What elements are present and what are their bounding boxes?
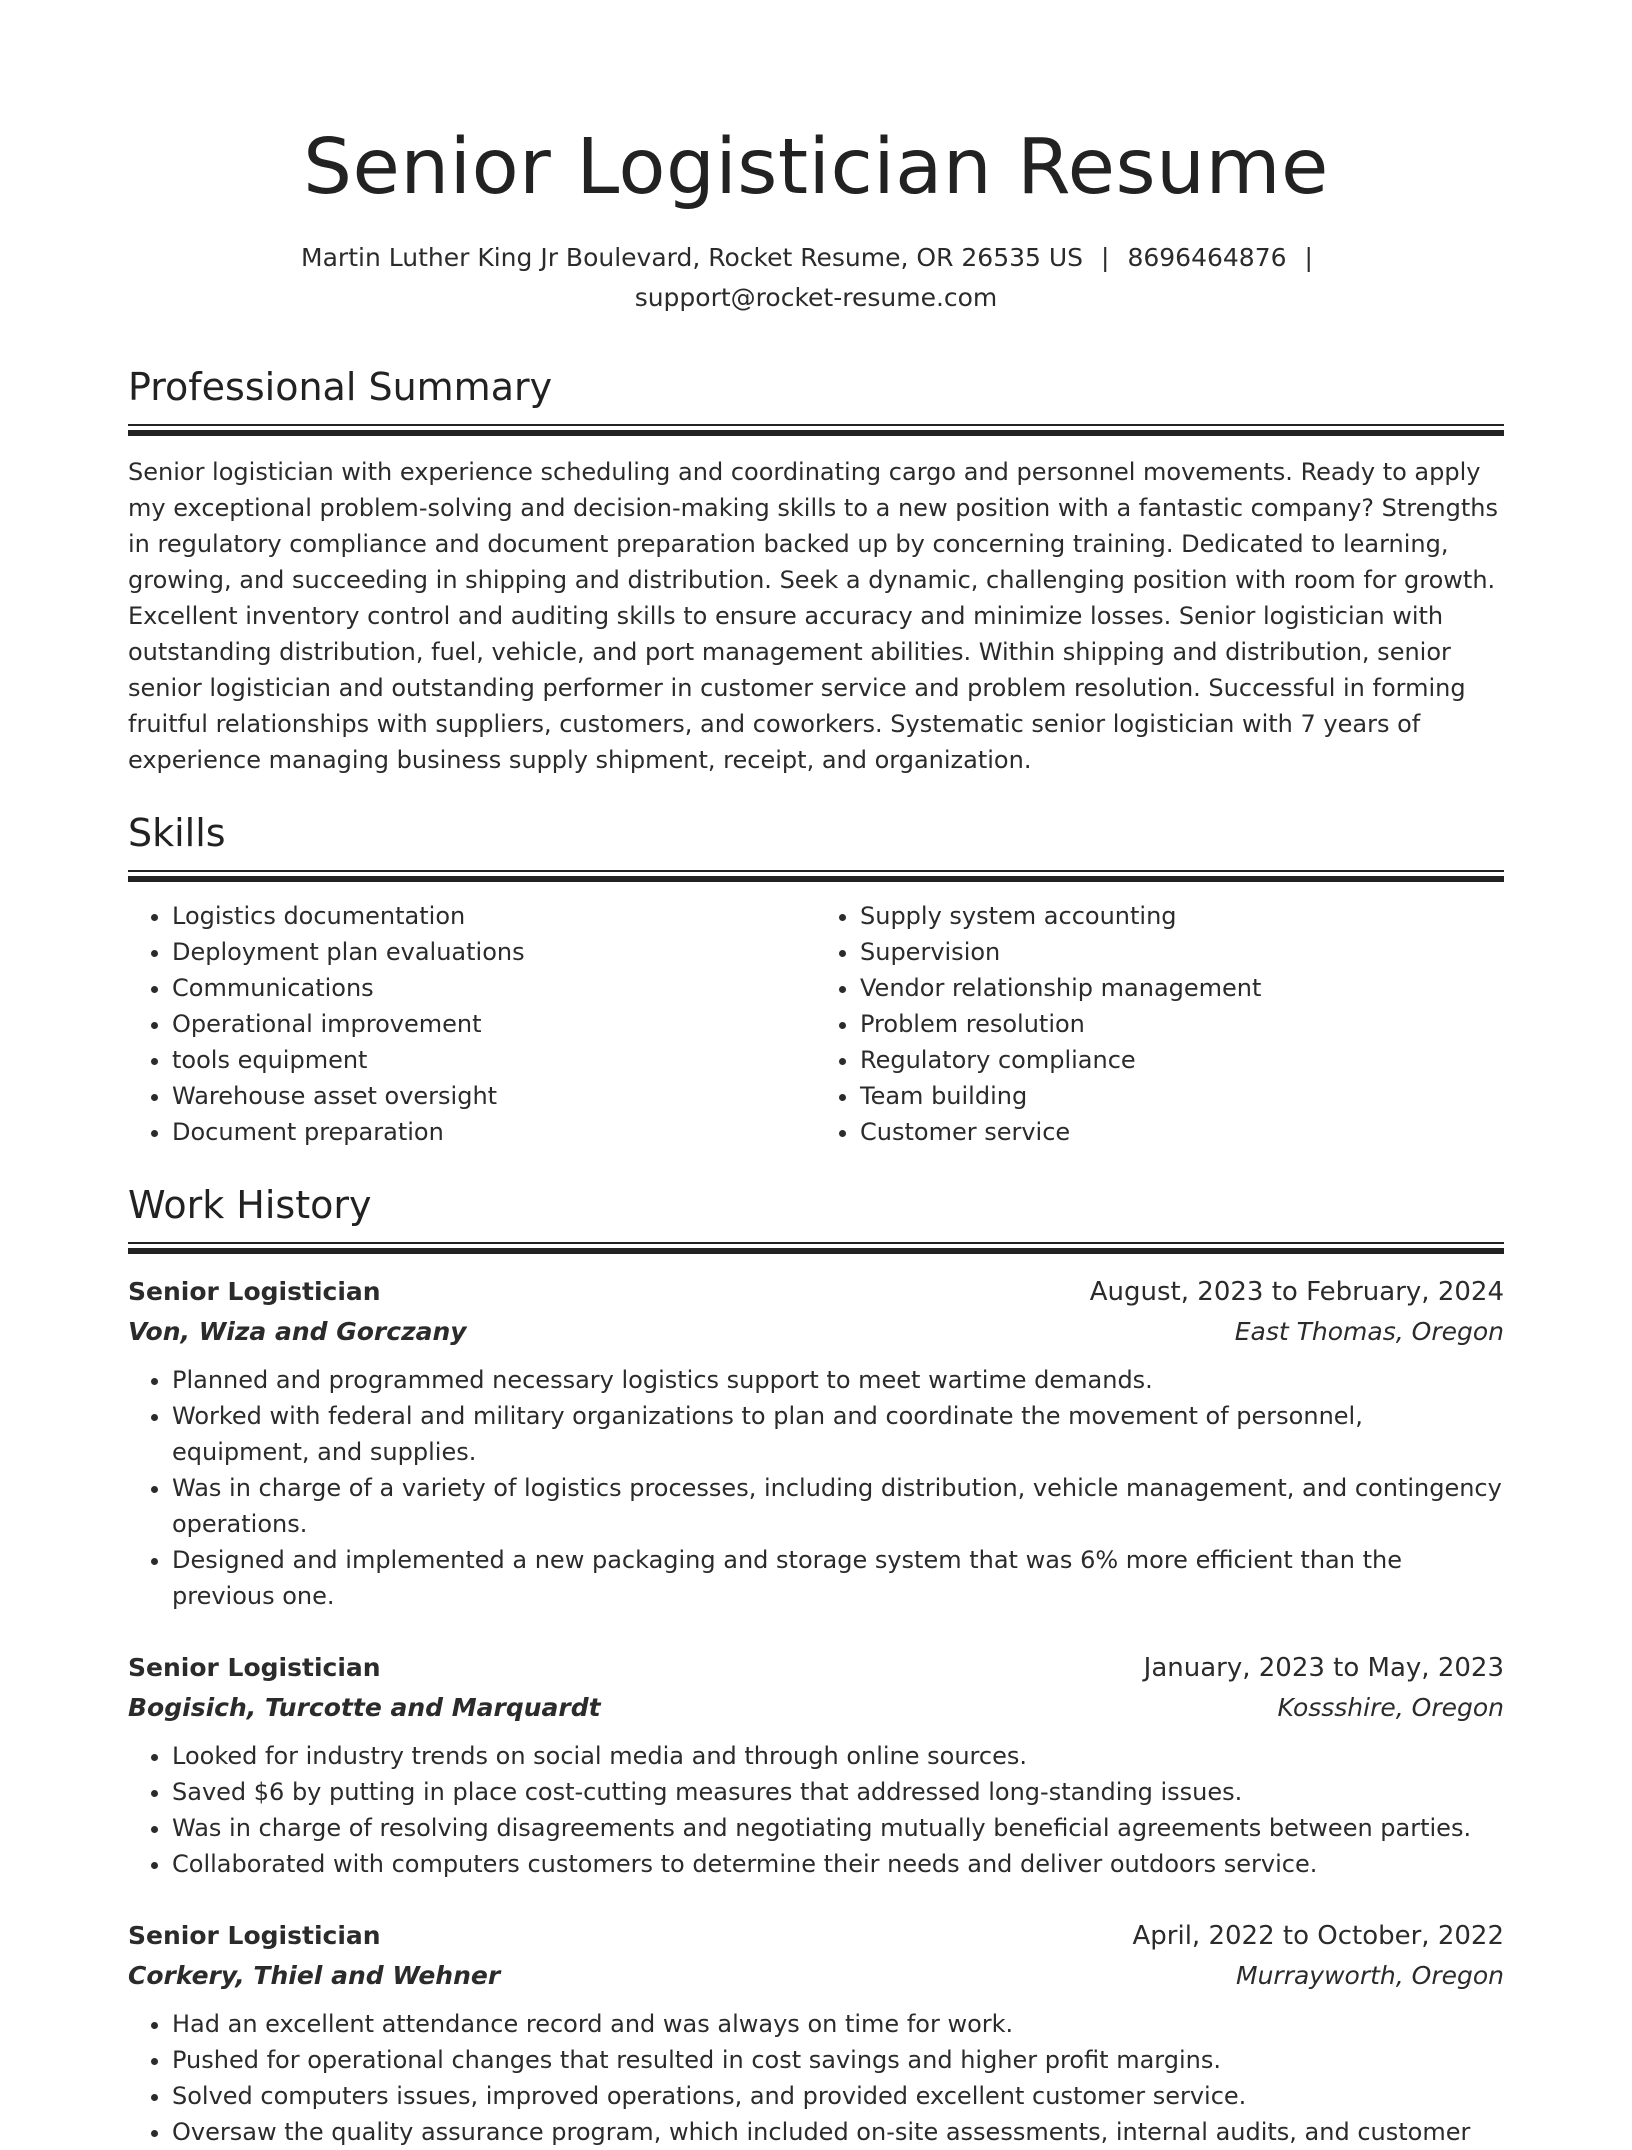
skill-item: • Document preparation <box>172 1114 816 1150</box>
resume-title: Senior Logistician Resume <box>303 123 1329 212</box>
job-bullet: • Collaborated with computers customers to determine their needs and deliver outdoors service. <box>172 1846 1504 1882</box>
contact-address: Martin Luther King Jr Boulevard, Rocket Resume, OR 26535 US <box>301 243 1084 272</box>
job-title: Senior Logistician <box>128 1277 381 1306</box>
skills-column-right <box>816 898 1504 1150</box>
section-heading-summary: Professional Summary <box>128 365 553 409</box>
job-company: Bogisich, Turcotte and Marquardt <box>128 1693 601 1722</box>
job-bullet: • Had an excellent attendance record and was always on time for work. <box>172 2006 1504 2042</box>
skill-item: • Supervision <box>860 934 1504 970</box>
skill-item: • Customer service <box>860 1114 1504 1150</box>
job-bullet: • Worked with federal and military organizations to plan and coordinate the movement of personnel, equipment, and supplies. <box>172 1398 1504 1470</box>
work-history-section <box>128 1180 1504 2150</box>
skill-item: • Warehouse asset oversight <box>172 1078 816 1114</box>
job-bullet: • Planned and programmed necessary logistics support to meet wartime demands. <box>172 1362 1504 1398</box>
job-company: Von, Wiza and Gorczany <box>128 1317 467 1346</box>
skill-item: • Team building <box>860 1078 1504 1114</box>
section-heading-skills: Skills <box>128 811 226 855</box>
contact-phone: 8696464876 <box>1127 243 1287 272</box>
resume-page <box>128 0 1504 2150</box>
job-dates: January, 2023 to May, 2023 <box>1143 1653 1504 1683</box>
job-location: East Thomas, Oregon <box>1234 1317 1504 1346</box>
skill-item: • Problem resolution <box>860 1006 1504 1042</box>
skill-item: • Regulatory compliance <box>860 1042 1504 1078</box>
job-title: Senior Logistician <box>128 1653 381 1682</box>
job-bullet: • Designed and implemented a new packaging and storage system that was 6% more efficient than the previous one. <box>172 1542 1504 1614</box>
skills-column-left <box>128 898 816 1150</box>
job-location: Murrayworth, Oregon <box>1236 1961 1504 1990</box>
job-entry <box>128 1272 1504 1614</box>
skill-item: • Deployment plan evaluations <box>172 934 816 970</box>
section-divider <box>128 870 1504 882</box>
skill-item: • Operational improvement <box>172 1006 816 1042</box>
job-entry <box>128 1648 1504 1882</box>
job-dates: August, 2023 to February, 2024 <box>1089 1277 1504 1307</box>
skill-item: • Vendor relationship management <box>860 970 1504 1006</box>
job-bullet: • Oversaw the quality assurance program, which included on-site assessments, internal audits, and customer <box>172 2114 1504 2150</box>
job-title: Senior Logistician <box>128 1921 381 1950</box>
skills-grid <box>128 898 1504 1150</box>
job-dates: April, 2022 to October, 2022 <box>1132 1921 1504 1951</box>
job-bullets <box>128 2006 1504 2150</box>
job-bullets <box>128 1738 1504 1882</box>
job-bullet: • Solved computers issues, improved operations, and provided excellent customer service. <box>172 2078 1504 2114</box>
professional-summary-section <box>128 362 1504 778</box>
skill-item: • Logistics documentation <box>172 898 816 934</box>
skill-item: • Communications <box>172 970 816 1006</box>
job-company: Corkery, Thiel and Wehner <box>128 1961 501 1990</box>
contact-email[interactable]: support@rocket-resume.com <box>634 283 998 312</box>
job-entry <box>128 1916 1504 2150</box>
section-divider <box>128 1242 1504 1254</box>
job-bullets <box>128 1362 1504 1614</box>
section-heading-work: Work History <box>128 1183 372 1227</box>
summary-text: Senior logistician with experience scheduling and coordinating cargo and personnel movements. Ready to apply my exceptional problem-solving and decision-making skills to a new position with a fantastic company? Strengths in regulatory compliance and document preparation backed up by concerning training. Dedicated to learning, growing, and succeeding in shipping and distribution. Seek a dynamic, challenging position with room for growth. Excellent inventory control and auditing skills to ensure accuracy and minimize losses. Senior logistician with outstanding distribution, fuel, vehicle, and port management abilities. Within shipping and distribution, senior senior logistician and outstanding performer in customer service and problem resolution. Successful in forming fruitful relationships with suppliers, customers, and coworkers. Systematic senior logistician with 7 years of experience managing business supply shipment, receipt, and organization. <box>128 458 1498 774</box>
job-location: Kossshire, Oregon <box>1277 1693 1504 1722</box>
section-divider <box>128 424 1504 436</box>
skill-item: • tools equipment <box>172 1042 816 1078</box>
job-bullet: • Was in charge of a variety of logistics processes, including distribution, vehicle management, and contingency operations. <box>172 1470 1504 1542</box>
skills-section <box>128 808 1504 1150</box>
job-bullet: • Looked for industry trends on social media and through online sources. <box>172 1738 1504 1774</box>
job-bullet: • Was in charge of resolving disagreements and negotiating mutually beneficial agreements between parties. <box>172 1810 1504 1846</box>
job-bullet: • Saved $6 by putting in place cost-cutting measures that addressed long-standing issues. <box>172 1774 1504 1810</box>
skill-item: • Supply system accounting <box>860 898 1504 934</box>
contact-separator: | <box>1304 243 1313 272</box>
job-bullet: • Pushed for operational changes that resulted in cost savings and higher profit margins. <box>172 2042 1504 2078</box>
contact-info <box>128 238 1504 318</box>
contact-separator: | <box>1101 243 1110 272</box>
